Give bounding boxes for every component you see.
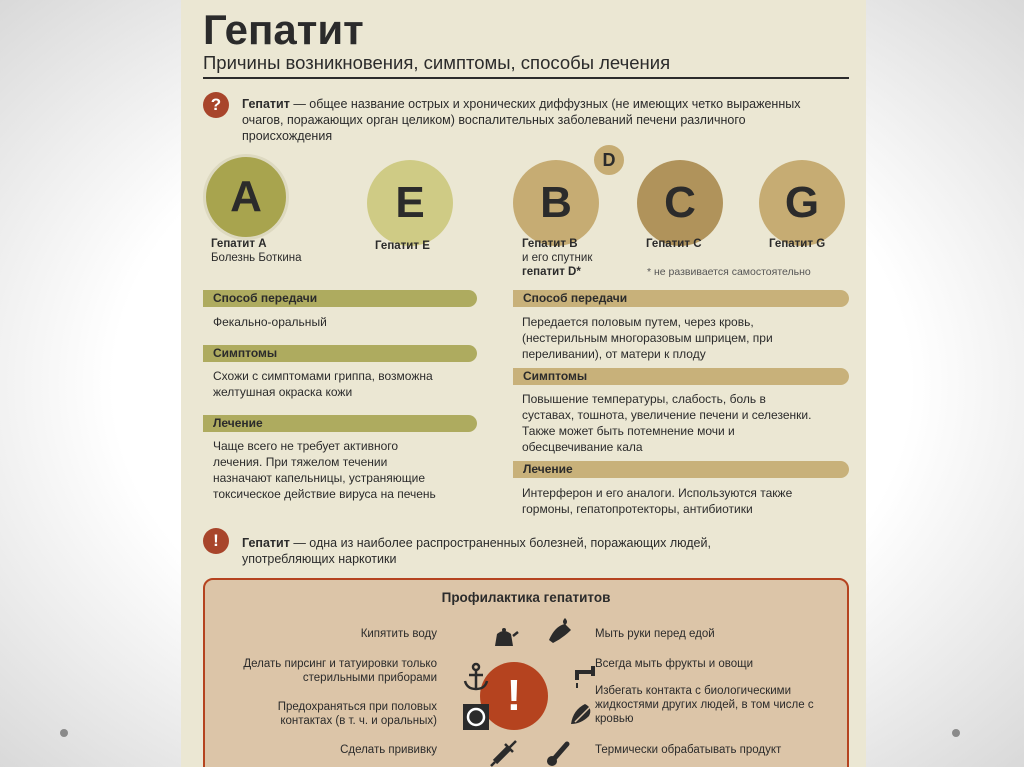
thermometer-icon — [545, 738, 575, 767]
hepatitis-b-circle: B — [513, 160, 599, 246]
prevention-right-3: Избегать контакта с биологическими жидкостями других людей, в том числе с кровью — [595, 685, 814, 725]
poster-title: Гепатит — [203, 6, 364, 53]
kettle-icon — [489, 622, 519, 652]
warning-bold: Гепатит — [242, 536, 290, 550]
hepatitis-g-name: Гепатит G — [769, 238, 826, 250]
hepatitis-e-label — [375, 239, 430, 253]
hepatitis-d-circle: D — [591, 142, 627, 178]
faucet-icon — [571, 662, 601, 692]
slide-bullet-left — [60, 729, 68, 737]
right-symptoms-text: Повышение температуры, слабость, боль в суставах, тошнота, увеличение печени и селезенки. Также может быть потемнение мочи и обесцвечивание кала — [522, 392, 812, 454]
prevention-left-3: Предохраняться при половых контактах (в т. ч. и оральных) — [277, 701, 437, 727]
slide-bullet-right — [952, 729, 960, 737]
left-symptoms-text: Схожи с симптомами гриппа, возможна желтушная окраска кожи — [213, 369, 433, 399]
footnote: * не развивается самостоятельно — [647, 266, 811, 278]
anchor-icon — [461, 662, 491, 692]
question-icon: ? — [203, 92, 229, 118]
intro-bold: Гепатит — [242, 97, 290, 111]
prevention-left-2: Делать пирсинг и татуировки только стерильными приборами — [243, 658, 437, 684]
prevention-right-4: Термически обрабатывать продукт — [595, 744, 782, 756]
prevention-right-2: Всегда мыть фрукты и овощи — [595, 658, 754, 670]
prevention-box — [203, 578, 849, 767]
hepatitis-e-name: Гепатит E — [375, 240, 430, 252]
left-treatment-header: Лечение — [203, 415, 477, 432]
hepatitis-b-sub: и его спутник — [522, 252, 593, 264]
prevention-title: Профилактика гепатитов — [441, 590, 611, 605]
gloved-hand-icon — [567, 698, 597, 728]
left-transmission-text: Фекально-оральный — [213, 315, 327, 329]
hepatitis-b-sub2: гепатит D* — [522, 266, 581, 278]
title-divider — [203, 77, 849, 79]
hepatitis-a-label — [211, 237, 302, 265]
exclamation-icon: ! — [203, 528, 229, 554]
intro-text — [242, 96, 802, 144]
right-treatment-text: Интерферон и его аналоги. Используются также гормоны, гепатопротекторы, антибиотики — [522, 486, 793, 516]
hepatitis-b-label — [522, 237, 592, 279]
prevention-left-1: Кипятить воду — [360, 628, 437, 640]
hepatitis-c-name: Гепатит C — [646, 238, 702, 250]
right-transmission-text: Передается половым путем, через кровь, (нестерильным многоразовым шприцем, при переливании), от матери к плоду — [522, 315, 773, 361]
warning-text — [242, 535, 802, 567]
prevention-warning-icon: ! — [480, 662, 548, 730]
left-treatment-text: Чаще всего не требует активного лечения. При тяжелом течении назначают капельницы, устраняющие токсическое действие вируса на печень — [213, 439, 436, 501]
hepatitis-g-label — [769, 237, 825, 251]
poster-subtitle: Причины возникновения, симптомы, способы лечения — [203, 52, 671, 73]
hepatitis-a-sub: Болезнь Боткина — [211, 252, 302, 264]
left-symptoms-header: Симптомы — [203, 345, 477, 362]
hepatitis-c-label — [646, 237, 702, 251]
hepatitis-e-circle: E — [367, 160, 453, 246]
right-symptoms-header: Симптомы — [513, 368, 849, 385]
left-transmission-header: Способ передачи — [203, 290, 477, 307]
condom-icon — [461, 702, 491, 732]
right-transmission-header: Способ передачи — [513, 290, 849, 307]
warning-body: — одна из наиболее распространенных болезней, поражающих людей, употребляющих наркотики — [242, 536, 711, 566]
intro-body: — общее название острых и хронических диффузных (не имеющих четко выраженных очагов, поражающих орган целиком) воспалительных заболеваний печени различного происхождения — [242, 97, 801, 143]
prevention-left-4: Сделать прививку — [340, 744, 437, 756]
syringe-icon — [489, 738, 519, 767]
hepatitis-poster — [181, 0, 866, 767]
hepatitis-a-circle: A — [203, 154, 289, 240]
hepatitis-a-name: Гепатит A — [211, 238, 267, 250]
hepatitis-c-circle: C — [637, 160, 723, 246]
washing-hands-icon — [545, 616, 575, 646]
right-treatment-header: Лечение — [513, 461, 849, 478]
hepatitis-b-name: Гепатит B — [522, 238, 578, 250]
prevention-right-1: Мыть руки перед едой — [595, 628, 715, 640]
hepatitis-g-circle: G — [759, 160, 845, 246]
